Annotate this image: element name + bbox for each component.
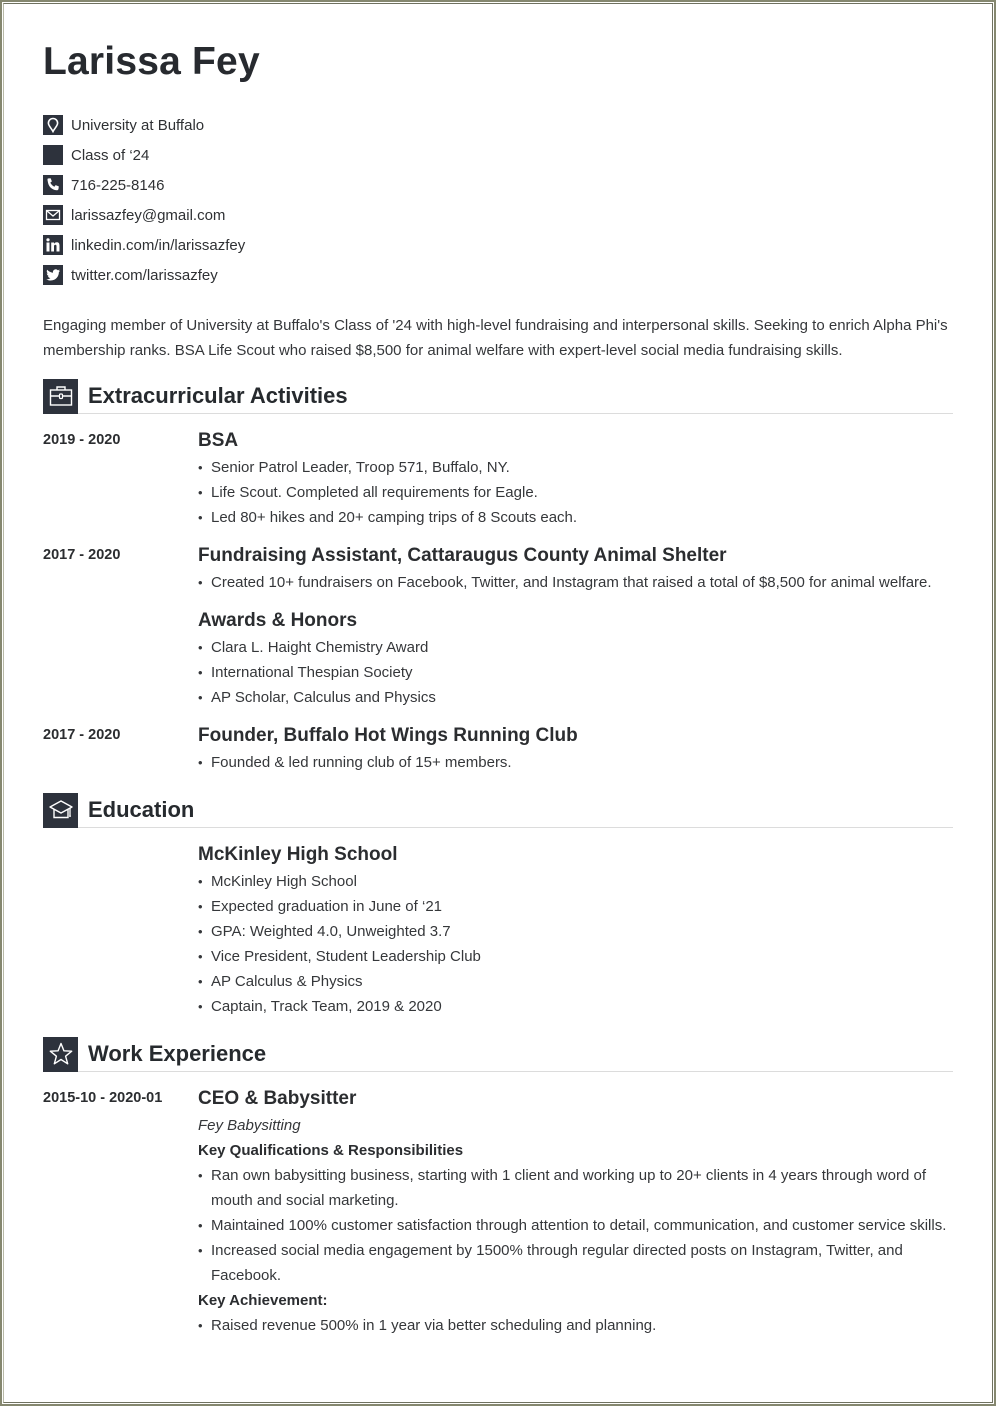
briefcase-icon [43,379,78,414]
section-education [43,793,953,1019]
bullet: • Created 10+ fundraisers on Facebook, Twitter, and Instagram that raised a total of $8,500 for animal welfare. [198,570,953,595]
linkedin-icon [43,235,63,255]
entry-title: Awards & Honors [198,610,358,631]
contact-location [43,110,245,140]
email-icon [43,205,63,225]
bullet: • Maintained 100% customer satisfaction through attention to detail, communication, and customer service skills. [198,1213,953,1238]
contact-class [43,140,245,170]
bullet: • Founded & led running club of 15+ members. [198,750,953,775]
section-work-experience [43,1037,953,1338]
contact-location-text: University at Buffalo [71,116,205,134]
contact-list [43,110,245,290]
calendar-block-icon [43,145,63,165]
location-pin-icon [43,115,63,135]
contact-email [43,200,245,230]
entry-title: CEO & Babysitter [198,1088,357,1109]
entry-title: Founder, Buffalo Hot Wings Running Club [198,725,578,746]
section-title: Work Experience [88,1041,267,1066]
phone-icon [43,175,63,195]
bullet: • Expected graduation in June of ‘21 [198,894,953,919]
section-title: Education [88,797,195,822]
entry-bullets [198,455,953,530]
contact-class-text: Class of ‘24 [71,146,150,164]
activity-entry [43,541,953,595]
work-entry [43,1084,953,1338]
bullet: • Captain, Track Team, 2019 & 2020 [198,994,953,1019]
contact-email-text[interactable]: larissazfey@gmail.com [71,206,226,224]
activity-entry [43,721,953,775]
bullet: • Life Scout. Completed all requirements for Eagle. [198,480,953,505]
star-icon [43,1037,78,1072]
achievement-bullets [198,1313,953,1338]
entry-bullets [198,869,953,1019]
achievement-label: Key Achievement: [198,1292,328,1309]
contact-twitter-text[interactable]: twitter.com/larissazfey [71,266,218,284]
bullet: • Senior Patrol Leader, Troop 571, Buffalo, NY. [198,455,953,480]
contact-phone-text[interactable]: 716-225-8146 [71,176,165,194]
company-name: Fey Babysitting [198,1117,301,1134]
bullet: • Raised revenue 500% in 1 year via better scheduling and planning. [198,1313,953,1338]
activity-entry [43,426,953,530]
entry-date: 2019 - 2020 [43,432,121,448]
bullet: • Increased social media engagement by 1500% through regular directed posts on Instagram, Twitter, and Facebook. [198,1238,953,1288]
section-title: Extracurricular Activities [88,383,348,408]
twitter-icon [43,265,63,285]
entry-title: McKinley High School [198,844,398,865]
section-extracurricular [43,379,953,775]
entry-bullets [198,570,953,595]
summary-text: Engaging member of University at Buffalo's Class of '24 with high-level fundraising and interpersonal skills. Seeking to enrich Alpha Phi's membership ranks. BSA Life Scout who raised $8,500 for animal welfare with expert-level social media fundraising skills. [43,317,948,359]
bullet: • Vice President, Student Leadership Club [198,944,953,969]
qualifications-label: Key Qualifications & Responsibilities [198,1142,464,1159]
awards-entry [43,606,953,710]
bullet: • Ran own babysitting business, starting with 1 client and working up to 20+ clients in 4 years through word of mouth and social marketing. [198,1163,953,1213]
entry-date: 2017 - 2020 [43,547,121,563]
section-header [43,793,953,828]
contact-linkedin [43,230,245,260]
entry-bullets [198,1163,953,1288]
entry-bullets [198,635,953,710]
section-header [43,379,953,414]
bullet: • International Thespian Society [198,660,953,685]
entry-date: 2015-10 - 2020-01 [43,1090,163,1106]
candidate-name: Larissa Fey [43,40,260,83]
contact-linkedin-text[interactable]: linkedin.com/in/larissazfey [71,236,246,254]
bullet: • Led 80+ hikes and 20+ camping trips of 8 Scouts each. [198,505,953,530]
contact-twitter [43,260,245,290]
graduation-cap-icon [43,793,78,828]
bullet: • AP Calculus & Physics [198,969,953,994]
education-entry [43,840,953,1019]
entry-bullets [198,750,953,775]
contact-phone [43,170,245,200]
bullet: • AP Scholar, Calculus and Physics [198,685,953,710]
bullet: • Clara L. Haight Chemistry Award [198,635,953,660]
entry-date: 2017 - 2020 [43,727,121,743]
section-header [43,1037,953,1072]
entry-title: Fundraising Assistant, Cattaraugus County Animal Shelter [198,545,727,566]
bullet: • GPA: Weighted 4.0, Unweighted 3.7 [198,919,953,944]
entry-title: BSA [198,430,239,451]
bullet: • McKinley High School [198,869,953,894]
